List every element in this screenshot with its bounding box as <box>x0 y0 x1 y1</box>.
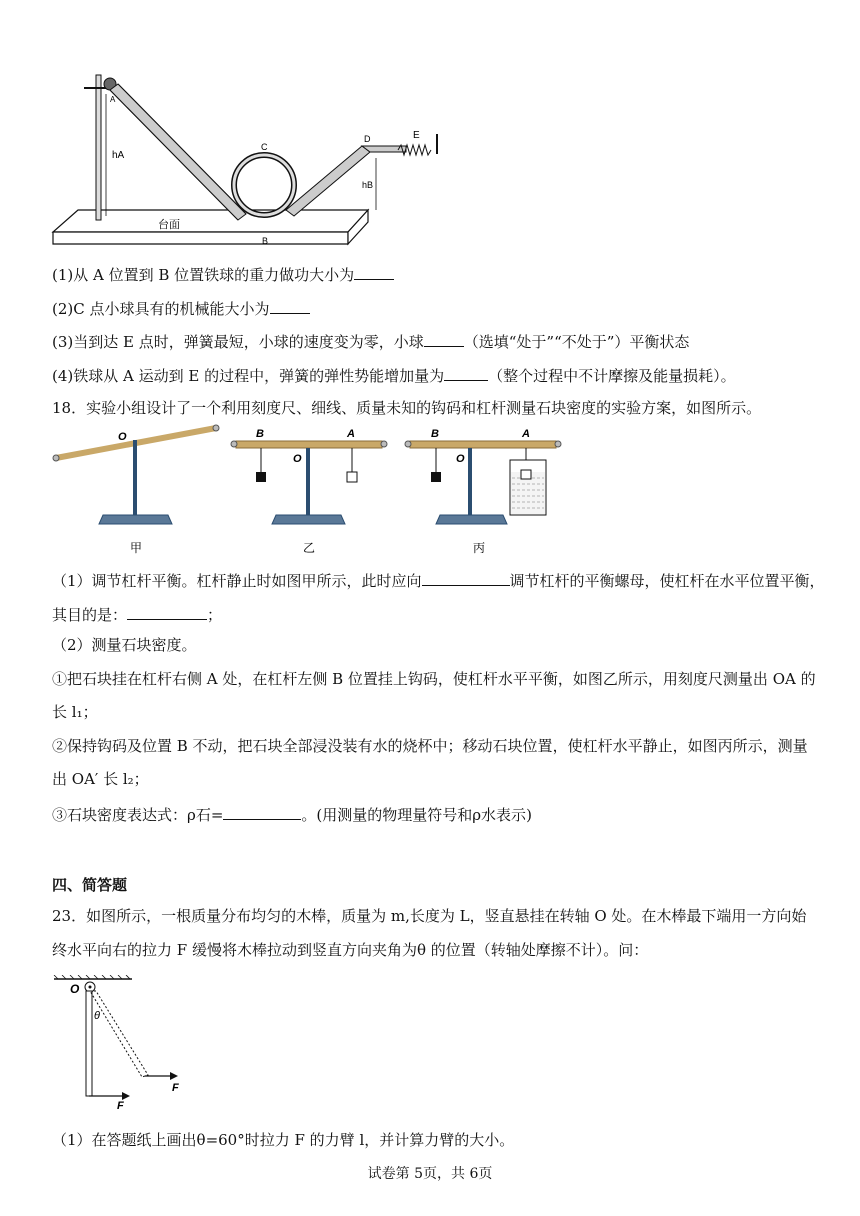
q23-stem-line2: 终水平向右的拉力 F 缓慢将木棒拉动到竖直方向夹角为θ 的位置（转轴处摩擦不计）。问： <box>52 941 649 959</box>
label-E: E <box>413 130 420 141</box>
svg-text:A: A <box>347 428 355 440</box>
svg-text:O: O <box>70 982 80 996</box>
surface-label: 台面 <box>158 219 180 231</box>
caption-jia: 甲 <box>130 541 143 555</box>
rod-vertical <box>86 991 92 1096</box>
rod-figure <box>52 975 202 1110</box>
svg-text:F: F <box>172 1082 179 1094</box>
q18-step1-line2: 长 l₁； <box>52 703 98 721</box>
lever-figure-jia <box>53 425 219 555</box>
q23-stem-line1: 23．如图所示，一根质量分布均匀的木棒，质量为 m,长度为 L，竖直悬挂在转轴 O 处。在木棒最下端用一方向始 <box>52 907 807 925</box>
track-apparatus-figure <box>48 70 458 250</box>
svg-text:A: A <box>522 428 530 440</box>
q17-part1: (1)从 A 位置到 B 位置铁球的重力做功大小为 <box>52 265 394 284</box>
q23-sub1: （1）在答题纸上画出θ=60°时拉力 F 的力臂 l，并计算力臂的大小。 <box>52 1131 515 1149</box>
label-hB: hB <box>362 180 374 190</box>
svg-text:O: O <box>118 431 127 443</box>
q18-step2-line1: ②保持钩码及位置 B 不动，把石块全部浸没装有水的烧杯中；移动石块位置，使杠杆水平静止，如图丙所示，测量 <box>52 737 808 755</box>
q17-part3: (3)当到达 E 点时，弹簧最短，小球的速度变为零，小球 （选填“处于”“不处于”）平衡状态 <box>52 333 690 351</box>
q18-step1-line1: ①把石块挂在杠杆右侧 A 处，在杠杆左侧 B 位置挂上钩码，使杠杆水平平衡，如图乙所示，用刻度尺测量出 OA 的 <box>52 670 816 688</box>
lever-figure-bing <box>405 428 561 555</box>
svg-text:θ: θ <box>94 1010 100 1022</box>
svg-text:B: B <box>431 428 439 440</box>
svg-text:O: O <box>456 453 465 465</box>
q18-step3: ③石块密度表达式：ρ石= 。(用测量的物理量符号和ρ水表示) <box>52 806 532 824</box>
stand-pole <box>96 75 101 220</box>
q18-stem: 18．实验小组设计了一个利用刻度尺、细线、质量未知的钩码和杠杆测量石块密度的实验方案，如图所示。 <box>52 399 762 417</box>
q17-part4: (4)铁球从 A 运动到 E 的过程中，弹簧的弹性势能增加量为 （整个过程中不计摩擦及能量损耗）。 <box>52 367 736 385</box>
svg-text:O: O <box>293 453 302 465</box>
label-B: B <box>262 236 269 246</box>
page-footer: 试卷第 5页，共 6页 <box>367 1166 493 1182</box>
lever-figure-yi <box>231 428 387 555</box>
label-C: C <box>261 142 268 152</box>
q18-step2-line2: 出 OA′ 长 l₂； <box>52 770 149 788</box>
caption-bing: 丙 <box>473 541 486 555</box>
q18-sub2: （2）测量石块密度。 <box>52 636 197 654</box>
label-A: A <box>110 95 116 104</box>
label-hA: hA <box>112 150 125 161</box>
q18-sub1-line1: （1）调节杠杆平衡。杠杆静止时如图甲所示，此时应向 调节杠杆的平衡螺母，使杠杆在水平位置平衡， <box>52 572 825 590</box>
section-heading: 四、简答题 <box>52 876 128 894</box>
q18-sub1-line2: 其目的是： ； <box>52 606 223 624</box>
lever-figures <box>48 422 578 562</box>
rod-tilted <box>90 991 148 1077</box>
q17-part2: (2)C 点小球具有的机械能大小为 <box>52 299 310 318</box>
label-D: D <box>364 134 371 144</box>
svg-text:B: B <box>256 428 264 440</box>
svg-text:F: F <box>117 1100 124 1110</box>
caption-yi: 乙 <box>303 541 316 555</box>
